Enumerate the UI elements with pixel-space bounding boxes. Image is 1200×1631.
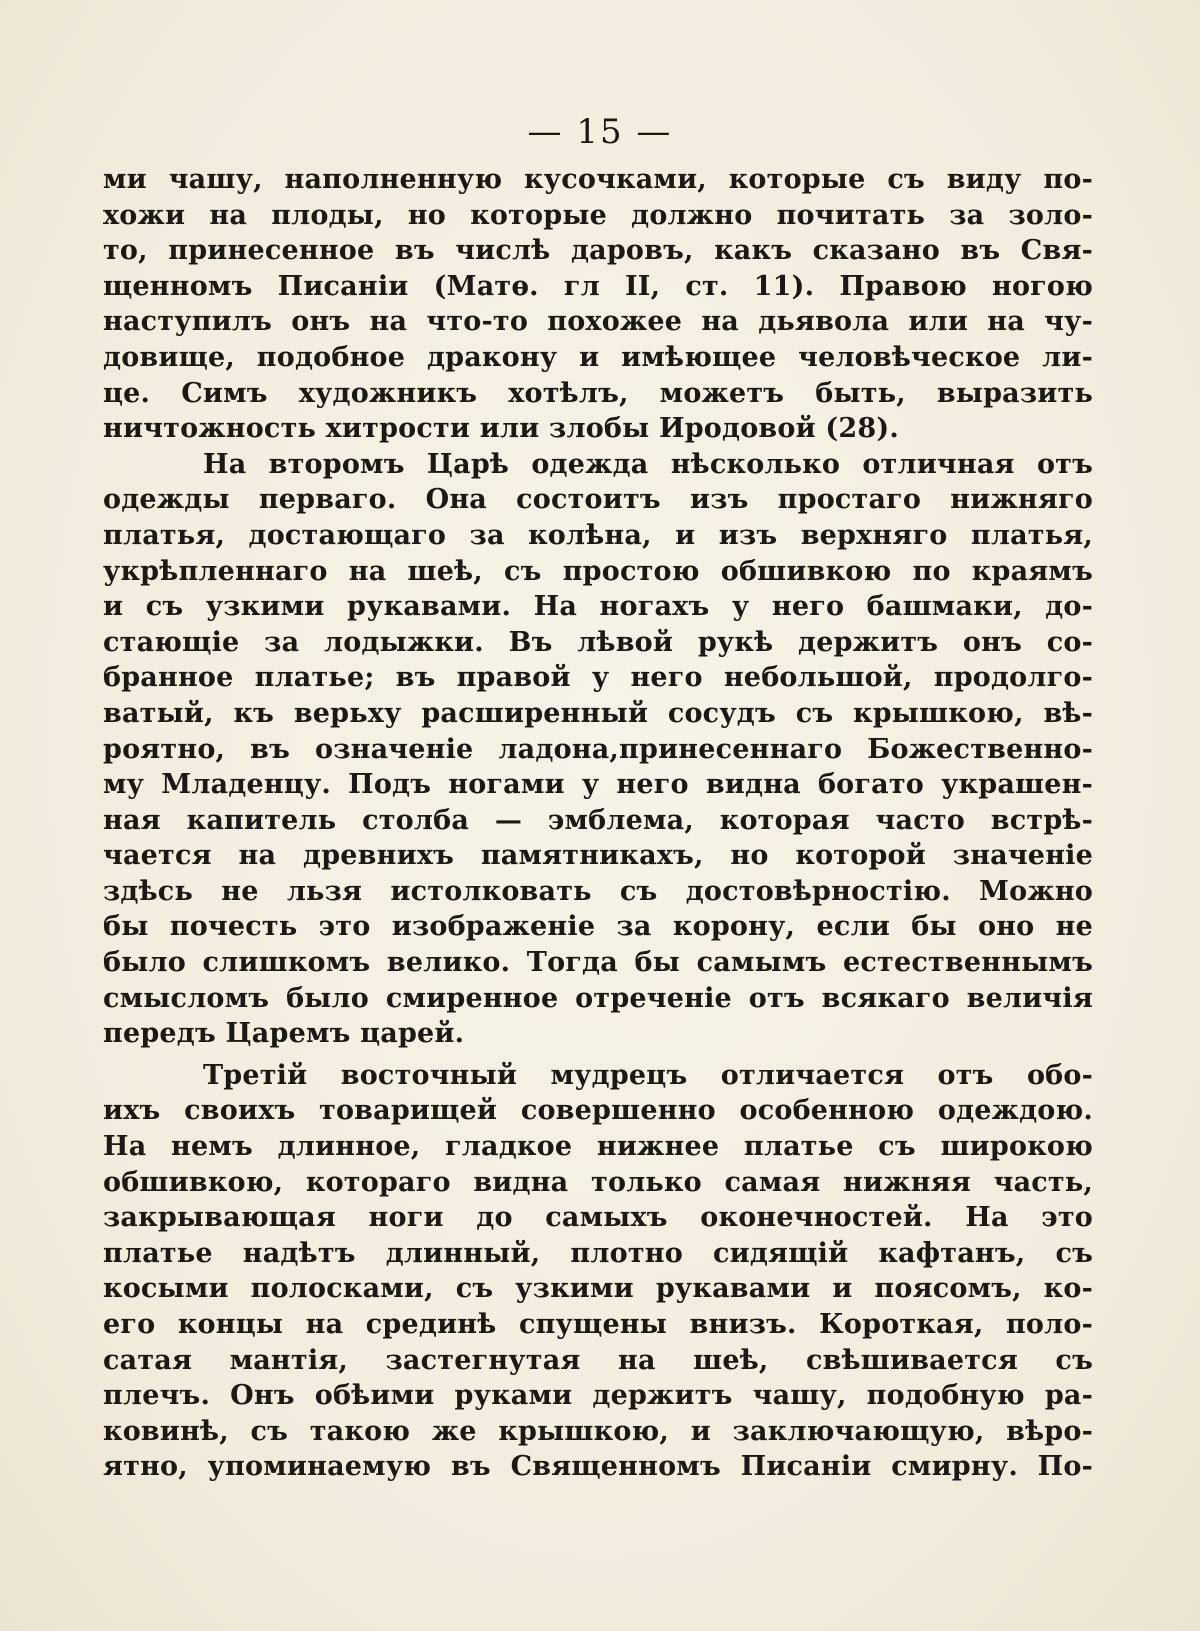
text-line: платье надѣтъ длинный, плотно сидящій кафтанъ, съ [103,1237,1093,1269]
text-line: ятно, упоминаемую въ Священномъ Писаніи смирну. По- [103,1451,1093,1483]
text-line: ватый, къ верьху расширенный сосудъ съ крышкою, вѣ- [103,697,1093,729]
text-line: плечъ. Онъ обѣими руками держитъ чашу, подобную ра- [103,1380,1093,1412]
paragraph-2 [103,447,1093,1052]
text-line: ная капитель столба — эмблема, которая часто встрѣ- [103,804,1093,836]
text-line: передъ Царемъ царей. [103,1018,465,1050]
text-line: то, принесенное въ числѣ даровъ, какъ сказано въ Свя- [103,235,1093,267]
text-line: стающіе за лодыжки. Въ лѣвой рукѣ держитъ онъ со- [103,626,1093,658]
text-line: ихъ своихъ товарищей совершенно особенною одеждою. [103,1095,1093,1127]
text-line: На второмъ Царѣ одежда нѣсколько отличная отъ [203,448,1093,480]
paragraph-3 [103,1058,1093,1485]
text-line: закрывающая ноги до самыхъ оконечностей. На это [103,1202,1093,1234]
text-line: было слишкомъ велико. Тогда бы самымъ естественнымъ [103,947,1093,979]
text-line: чается на древнихъ памятникахъ, но которой значеніе [103,840,1093,872]
text-line: бранное платье; въ правой у него небольшой, продолго- [103,662,1093,694]
text-line: ми чашу, наполненную кусочками, которые съ виду по- [103,164,1093,195]
text-line: роятно, въ означеніе ладона,принесеннаго Божественно- [103,733,1093,765]
text-line: обшивкою, котораго видна только самая нижняя часть, [103,1166,1093,1198]
text-line: довище, подобное дракону и имѣющее человѣческое ли- [103,341,1093,373]
text-line: ковинѣ, съ такою же крышкою, и заключающую, вѣро- [103,1415,1093,1447]
text-line: сатая мантія, застегнутая на шеѣ, свѣшивается съ [103,1344,1093,1376]
text-line: ничтожность хитрости или злобы Иродовой (28). [103,413,899,445]
text-line: На немъ длинное, гладкое нижнее платье съ широкою [103,1131,1093,1163]
page-text [103,162,1093,1485]
text-line: щенномъ Писаніи (Матѳ. гл II, ст. 11). Правою ногою [103,270,1093,302]
text-line: бы почесть это изображеніе за корону, если бы оно не [103,911,1093,943]
text-line: хожи на плоды, но которые должно почитать за золо- [103,199,1093,231]
text-line: це. Симъ художникъ хотѣлъ, можетъ быть, выразить [103,377,1093,409]
text-line: му Младенцу. Подъ ногами у него видна богато украшен- [103,769,1093,801]
text-line: одежды перваго. Она состоитъ изъ простаго нижняго [103,484,1093,516]
text-line: укрѣпленнаго на шеѣ, съ простою обшивкою по краямъ [103,555,1093,587]
text-line: косыми полосками, съ узкими рукавами и поясомъ, ко- [103,1273,1093,1305]
text-line: Третій восточный мудрецъ отличается отъ обо- [203,1059,1093,1091]
paragraph-1 [103,162,1093,447]
page-number: — 15 — [527,112,673,152]
text-line: платья, достающаго за колѣна, и изъ верхняго платья, [103,519,1093,551]
text-line: смысломъ было смиренное отреченіе отъ всякаго величія [103,982,1093,1014]
text-line: его концы на срединѣ спущены внизъ. Короткая, поло- [103,1309,1093,1340]
text-line: и съ узкими рукавами. На ногахъ у него башмаки, до- [103,591,1093,623]
text-line: здѣсь не льзя истолковать съ достовѣрностію. Можно [103,875,1093,907]
text-line: наступилъ онъ на что-то похожее на дьявола или на чу- [103,306,1093,338]
